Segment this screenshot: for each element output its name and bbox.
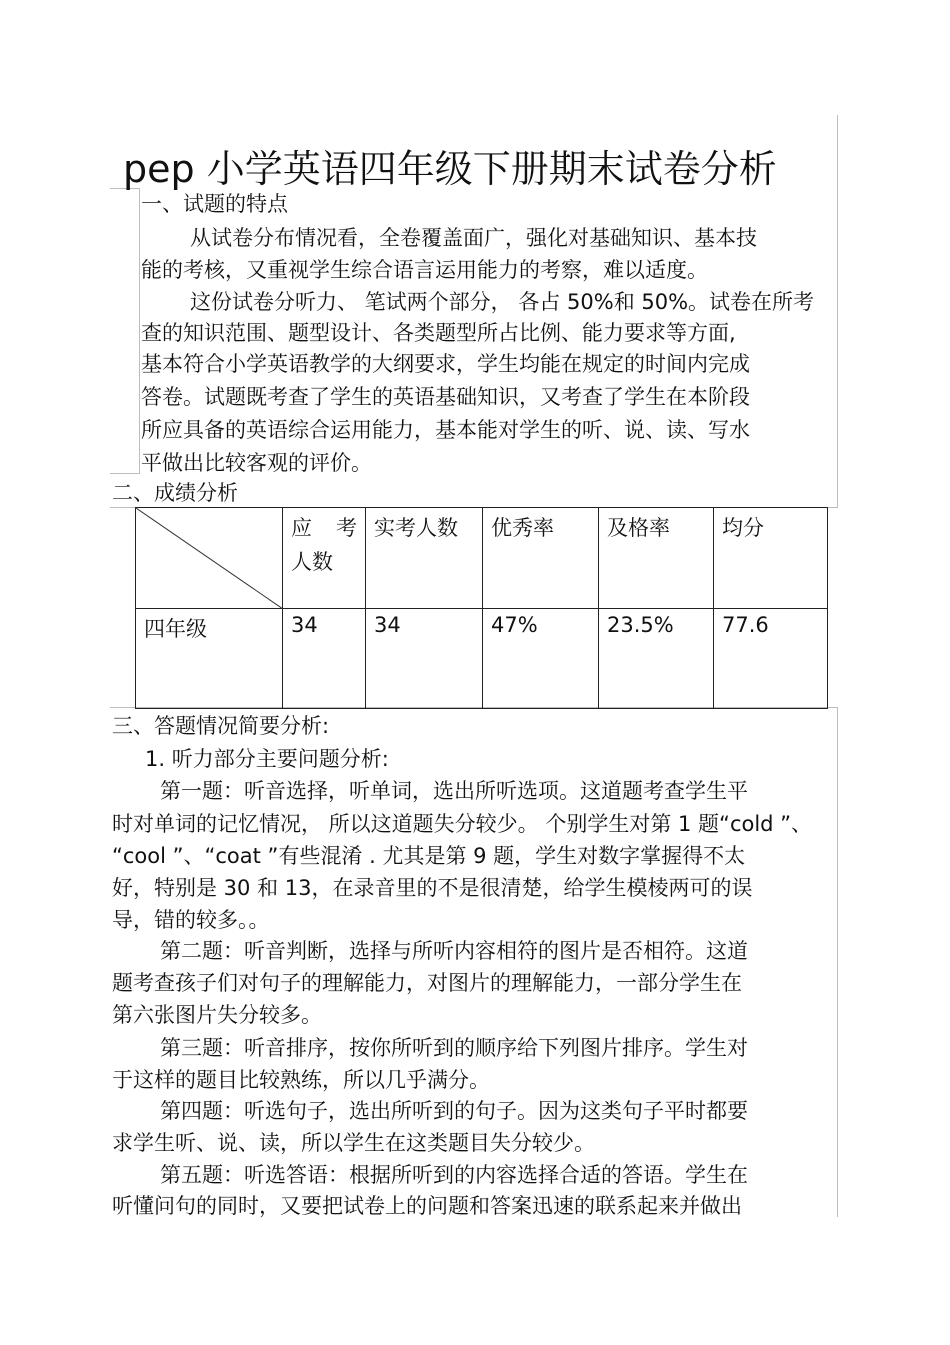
paragraph-line: 于这样的题目比较熟练，所以几乎满分。 <box>112 1068 490 1092</box>
frame-line-right <box>837 115 838 508</box>
cell-excellent: 47% <box>483 609 599 709</box>
header-expected-line2: 人数 <box>291 550 333 574</box>
cell-expected: 34 <box>283 609 366 709</box>
paragraph-line: “cool ”、“coat ”有些混淆 . 尤其是第 9 题，学生对数字掌握得不太 <box>112 844 746 868</box>
paragraph-line: 平做出比较客观的评价。 <box>141 451 372 475</box>
paragraph-line: 第三题：听音排序，按你所听到的顺序给下列图片排序。学生对 <box>160 1036 748 1060</box>
paragraph-line: 时对单词的记忆情况， 所以这道题失分较少。 个别学生对第 1 题“cold ”、 <box>112 812 813 836</box>
frame-line-left <box>139 188 140 473</box>
paragraph-line: 第二题：听音判断，选择与所听内容相符的图片是否相符。这道 <box>160 939 748 963</box>
paragraph-line: 第四题：听选句子，选出所听到的句子。因为这类句子平时都要 <box>160 1099 748 1123</box>
cell-pass: 23.5% <box>599 609 714 709</box>
frame-line-mid <box>110 473 140 474</box>
section3-heading: 三、答题情况简要分析: <box>112 714 330 738</box>
subsection-heading: 1. 听力部分主要问题分析: <box>145 747 389 771</box>
paragraph-line: 好，特别是 30 和 13，在录音里的不是很清楚，给学生模棱两可的误 <box>112 876 753 900</box>
paragraph-line: 能的考核，又重视学生综合语言运用能力的考察，难以适度。 <box>141 258 708 282</box>
paragraph-line: 这份试卷分听力、 笔试两个部分， 各占 50%和 50%。试卷在所考 <box>190 290 815 314</box>
paragraph-line: 导，错的较多。。 <box>112 908 270 932</box>
paragraph-line: 答卷。试题既考查了学生的英语基础知识，又考查了学生在本阶段 <box>141 385 750 409</box>
header-cell-pass: 及格率 <box>599 508 714 609</box>
section2-heading: 二、成绩分析 <box>112 481 238 505</box>
paragraph-line: 题考查孩子们对句子的理解能力，对图片的理解能力，一部分学生在 <box>112 971 742 995</box>
score-table <box>135 507 828 709</box>
table-header-row <box>136 508 828 609</box>
section1-heading: 一、试题的特点 <box>141 192 288 216</box>
paragraph-line: 第一题：听音选择，听单词，选出所听选项。这道题考查学生平 <box>160 779 748 803</box>
paragraph-line: 第五题：听选答语：根据所听到的内容选择合适的答语。学生在 <box>160 1163 748 1187</box>
row-label: 四年级 <box>136 609 283 709</box>
header-cell-average: 均分 <box>714 508 828 609</box>
diagonal-line <box>136 508 283 609</box>
paragraph-line: 查的知识范围、题型设计、各类题型所占比例、能力要求等方面, <box>141 321 736 345</box>
paragraph-line: 从试卷分布情况看，全卷覆盖面广，强化对基础知识、基本技 <box>190 226 757 250</box>
frame-line-right-lower <box>837 707 838 1217</box>
paragraph-line: 基本符合小学英语教学的大纲要求，学生均能在规定的时间内完成 <box>141 352 750 376</box>
paragraph-line: 第六张图片失分较多。 <box>112 1003 322 1027</box>
diagonal-header-cell <box>136 508 283 609</box>
paragraph-line: 听懂问句的同时，又要把试卷上的问题和答案迅速的联系起来并做出 <box>112 1194 742 1218</box>
header-cell-expected <box>283 508 366 609</box>
table-row <box>136 609 828 709</box>
paragraph-line: 求学生听、说、读，所以学生在这类题目失分较少。 <box>112 1131 595 1155</box>
page-title: pep 小学英语四年级下册期末试卷分析 <box>123 147 777 191</box>
header-cell-actual: 实考人数 <box>366 508 483 609</box>
cell-average: 77.6 <box>714 609 828 709</box>
header-cell-excellent: 优秀率 <box>483 508 599 609</box>
header-expected-line1: 应 考 <box>291 516 357 540</box>
paragraph-line: 所应具备的英语综合运用能力，基本能对学生的听、说、读、写水 <box>141 418 750 442</box>
cell-actual: 34 <box>366 609 483 709</box>
